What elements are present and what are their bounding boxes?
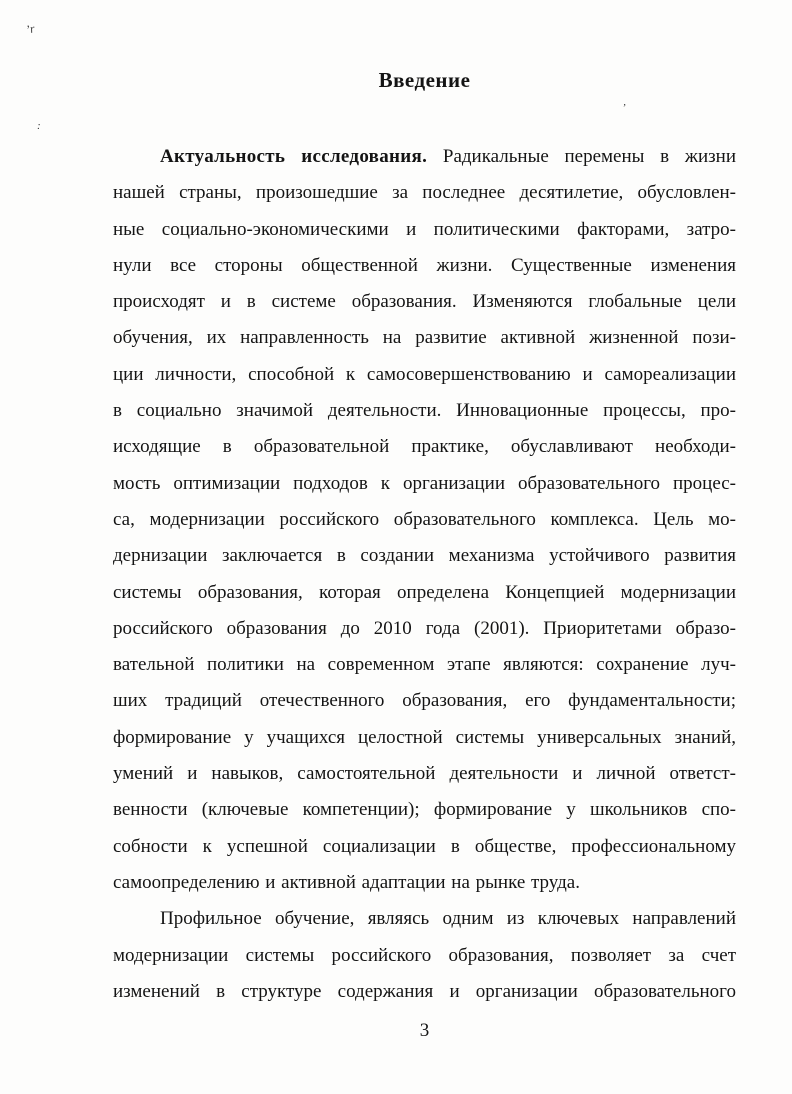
text-line: ции личности, способной к самосовершенствованию и самореализации: [113, 363, 736, 385]
paragraph-2: [113, 901, 736, 1010]
text-line: самоопределению и активной адаптации на рынке труда.: [113, 871, 580, 893]
text-line: нашей страны, произошедшие за последнее десятилетие, обусловлен-: [113, 182, 736, 204]
text-line: Профильное обучение, являясь одним из ключевых направлений: [160, 908, 736, 930]
text-line: вательной политики на современном этапе являются: сохранение луч-: [113, 654, 736, 676]
text-line: умений и навыков, самостоятельной деятельности и личной ответст-: [113, 763, 736, 785]
text-line: формирование у учащихся целостной системы универсальных знаний,: [113, 726, 736, 748]
page-content: [113, 68, 736, 1010]
text-line: исходящие в образовательной практике, обуславливают необходи-: [113, 436, 736, 458]
text-line: [113, 139, 736, 175]
paragraph-1: [113, 139, 736, 901]
text-line: ные социально-экономическими и политическими факторами, затро-: [113, 218, 736, 240]
text-line: модернизации системы российского образования, позволяет за счет: [113, 944, 736, 966]
text-line: са, модернизации российского образовательного комплекса. Цель мо-: [113, 508, 736, 530]
text-line: обучения, их направленность на развитие активной жизненной пози-: [113, 327, 736, 349]
text-line: в социально значимой деятельности. Инновационные процессы, про-: [113, 400, 736, 422]
scan-artifact: :: [37, 120, 41, 132]
scan-artifact: ’: [622, 102, 626, 114]
text-line: ших традиций отечественного образования, его фундаментальности;: [113, 690, 736, 712]
page-number: 3: [419, 1020, 430, 1041]
text-line: мость оптимизации подходов к организации образовательного процес-: [113, 472, 736, 494]
text-line: происходят и в системе образования. Изменяются глобальные цели: [113, 291, 736, 313]
text-line: венности (ключевые компетенции); формирование у школьников спо-: [113, 799, 736, 821]
scan-artifact: ʼr: [24, 21, 36, 37]
text-line: нули все стороны общественной жизни. Существенные изменения: [113, 254, 736, 276]
text-run: Радикальные перемены в жизни: [427, 146, 736, 167]
text-line: собности к успешной социализации в обществе, профессиональному: [113, 835, 736, 857]
text-line: системы образования, которая определена Концепцией модернизации: [113, 581, 736, 603]
lead-bold: Актуальность исследования.: [160, 146, 428, 167]
text-line: дернизации заключается в создании механизма устойчивого развития: [113, 545, 736, 567]
text-line: изменений в структуре содержания и организации образовательного: [113, 980, 736, 1002]
text-line: российского образования до 2010 года (2001). Приоритетами образо-: [113, 617, 736, 639]
page-title: Введение: [378, 68, 471, 92]
